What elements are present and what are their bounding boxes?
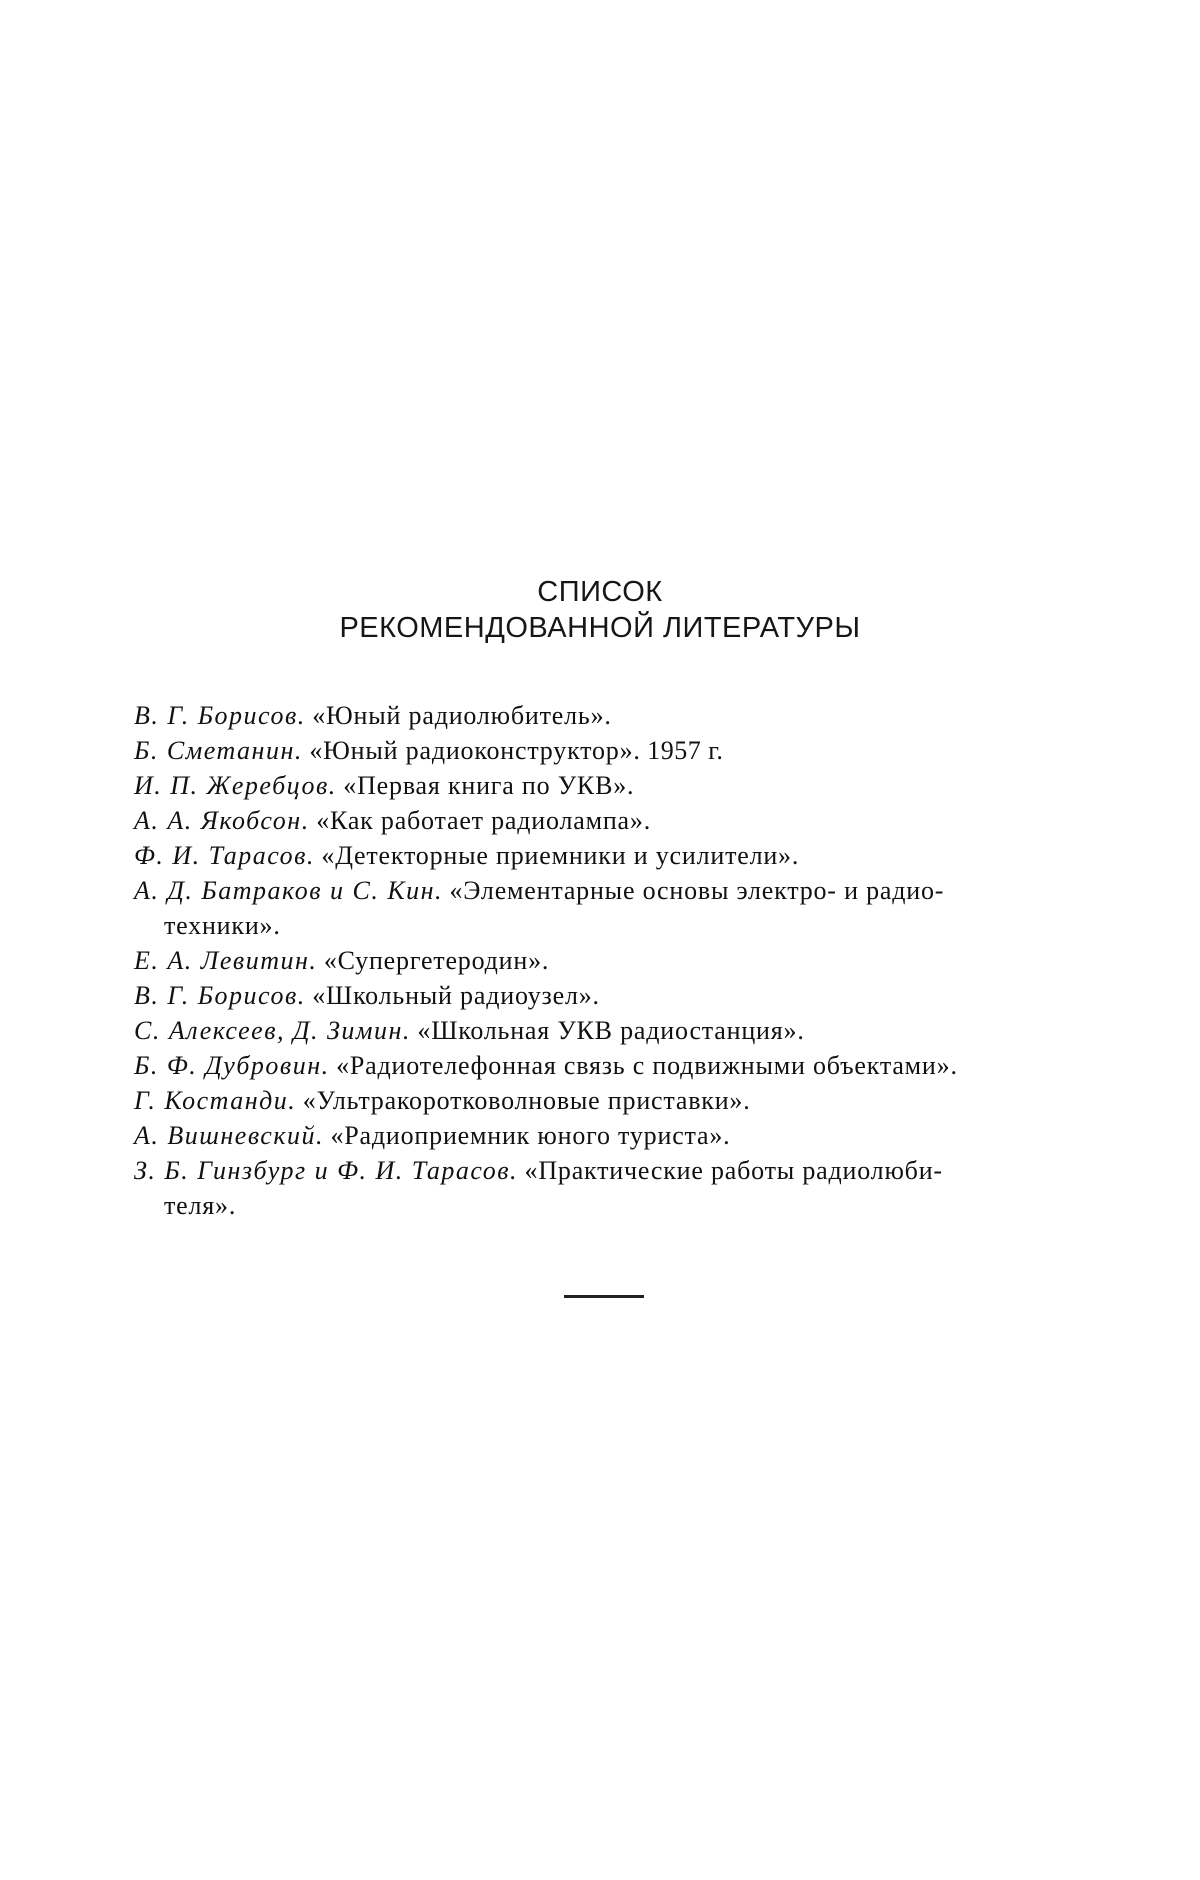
closing-rule: [564, 1295, 644, 1298]
heading-line-1: СПИСОК: [537, 576, 663, 608]
heading-line-2: РЕКОМЕНДОВАННОЙ ЛИТЕРАТУРЫ: [339, 612, 861, 644]
entry-title: «Школьная УКВ радиостанция».: [417, 1016, 805, 1045]
entry-title: «Первая книга по УКВ».: [343, 771, 635, 800]
bibliography-entry: [134, 768, 1036, 803]
entry-title: «Детекторные приемники и усилители».: [321, 841, 800, 870]
entry-authors: А. Д. Батраков и С. Кин.: [134, 876, 443, 905]
entry-authors: Ф. И. Тарасов.: [134, 841, 315, 870]
bibliography-entry: [134, 1048, 1036, 1083]
bibliography-entry: [134, 698, 1036, 733]
entry-authors: Г. Костанди.: [134, 1086, 297, 1115]
entry-authors: В. Г. Борисов.: [134, 701, 306, 730]
entry-continuation: техники».: [164, 911, 281, 940]
section-heading: [0, 574, 1200, 646]
entry-authors: А. Вишневский.: [134, 1121, 324, 1150]
entry-title: «Супергетеродин».: [323, 946, 550, 975]
entry-title: «Школьный радиоузел».: [312, 981, 600, 1010]
bibliography-entry: [134, 978, 1036, 1013]
entry-title: «Ультракоротковолновые приставки».: [302, 1086, 751, 1115]
bibliography-entry: [134, 1013, 1036, 1048]
bibliography-entry: [134, 733, 1036, 768]
entry-authors: И. П. Жеребцов.: [134, 771, 337, 800]
bibliography-entry: [134, 1153, 1036, 1223]
bibliography-entry: [134, 1118, 1036, 1153]
entry-title: «Радиотелефонная связь с подвижными объектами».: [336, 1051, 958, 1080]
bibliography-entry: [134, 873, 1036, 943]
entry-authors: Б. Ф. Дубровин.: [134, 1051, 330, 1080]
entry-authors: Б. Сметанин.: [134, 736, 303, 765]
entry-title: «Практические работы радиолюби-: [524, 1156, 943, 1185]
bibliography-entry: [134, 943, 1036, 978]
entry-title: «Радиоприемник юного туриста».: [330, 1121, 731, 1150]
entry-authors: Е. А. Левитин.: [134, 946, 318, 975]
entry-continuation: теля».: [164, 1191, 237, 1220]
entry-year: 1957 г.: [647, 736, 724, 765]
entry-title: «Юный радиолюбитель».: [312, 701, 612, 730]
entry-authors: З. Б. Гинзбург и Ф. И. Тарасов.: [134, 1156, 519, 1185]
entry-authors: А. А. Якобсон.: [134, 806, 310, 835]
bibliography-entry: [134, 803, 1036, 838]
entry-authors: С. Алексеев, Д. Зимин.: [134, 1016, 411, 1045]
bibliography-list: [134, 698, 1036, 1223]
entry-title: «Элементарные основы электро- и радио-: [449, 876, 945, 905]
bibliography-entry: [134, 1083, 1036, 1118]
bibliography-entry: [134, 838, 1036, 873]
entry-title: «Юный радиоконструктор».: [309, 736, 641, 765]
entry-title: «Как работает радиолампа».: [316, 806, 651, 835]
entry-authors: В. Г. Борисов.: [134, 981, 306, 1010]
